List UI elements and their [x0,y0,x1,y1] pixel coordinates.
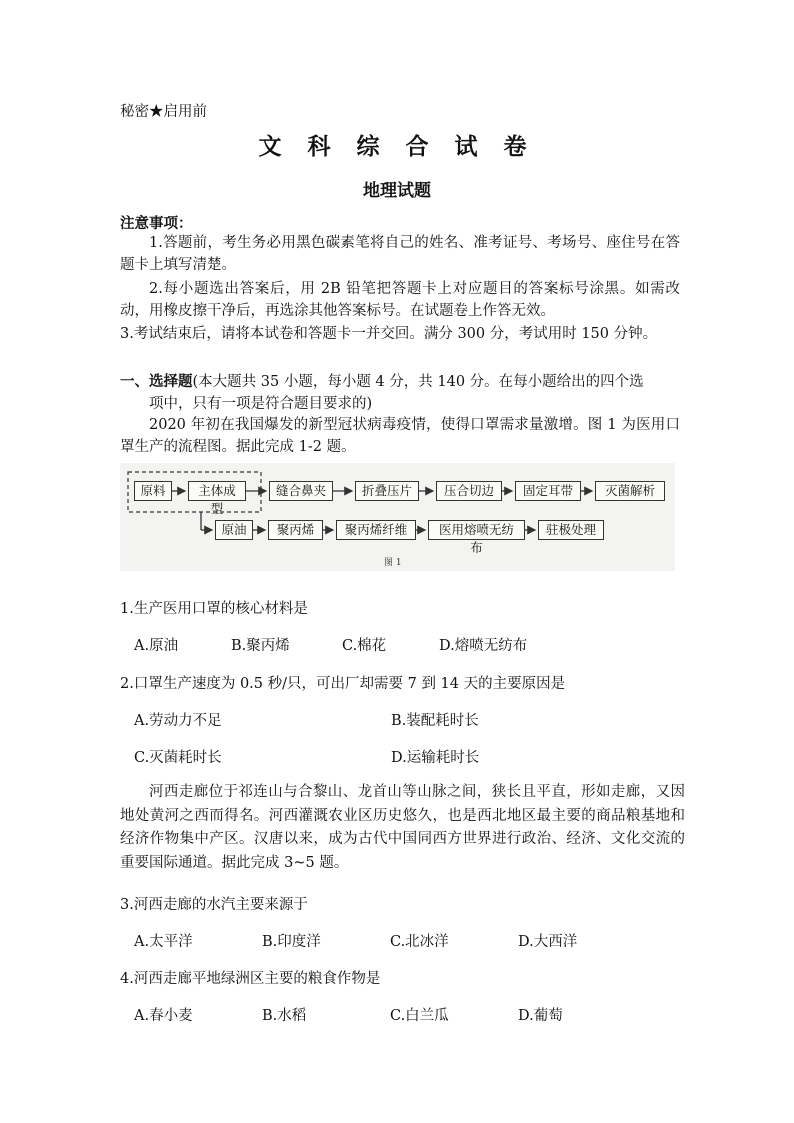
flow-box-polypropylene: 聚丙烯 [268,520,323,540]
flow-box-raw-material: 原料 [134,481,172,501]
flowchart-figure [120,463,675,571]
q3-option-b: B.印度洋 [262,934,321,950]
flow-box-sterilize: 灭菌解析 [595,481,665,501]
q4-option-b: B.水稻 [262,1008,307,1024]
flow-box-meltblown: 医用熔喷无纺布 [428,520,525,540]
notice-item-2: 2.每小题选出答案后，用 2B 铅笔把答题卡上对应题目的答案标号涂黑。如需改动，用橡皮擦干净后，再选涂其他答案标号。在试题卷上作答无效。 [120,281,680,319]
notice-heading: 注意事项： [120,215,193,232]
question-4-stem: 4.河西走廊平地绿洲区主要的粮食作物是 [120,971,381,987]
section-label: 一、选择题 [120,373,193,390]
notice-item-3: 3.考试结束后，请将本试卷和答题卡一并交回。满分 300 分，考试用时 150 分钟。 [120,326,658,342]
q1-option-a: A.原油 [134,638,179,654]
flow-box-pp-fiber: 聚丙烯纤维 [336,520,416,540]
q2-option-a: A.劳动力不足 [134,713,222,729]
page-title: 文 科 综 合 试 卷 [258,133,536,160]
q1-option-d: D.熔喷无纺布 [439,638,528,654]
flow-box-ear-loop: 固定耳带 [515,481,581,501]
confidential-label: 秘密★启用前 [120,104,207,120]
figure-caption: 图 1 [384,558,402,568]
notice-item-1: 1.答题前，考生务必用黑色碳素笔将自己的姓名、准考证号、考场号、座住号在答题卡上填写清楚。 [120,235,680,273]
flow-box-body-forming: 主体成型 [188,481,246,501]
flow-box-electret: 驻极处理 [538,520,604,540]
q2-option-b: B.装配耗时长 [391,713,479,729]
flow-box-nose-clip: 缝合鼻夹 [269,481,333,501]
q4-option-a: A.春小麦 [134,1008,193,1024]
q4-option-d: D.葡萄 [518,1008,563,1024]
flow-box-press-cut: 压合切边 [436,481,502,501]
q4-option-c: C.白兰瓜 [390,1008,449,1024]
section-desc-line2: 项中，只有一项是符合题目要求的) [149,396,373,412]
passage-2: 河西走廊位于祁连山与合黎山、龙首山等山脉之间，狭长且平直，形如走廊，又因地处黄河之西而得名。河西灌溉农业区历史悠久，也是西北地区最主要的商品粮基地和经济作物集中产区。汉唐以来，成为古代中国同西方世界进行政治、经济、文化交流的重要国际通道。据此完成 3~5 题。 [120,784,685,871]
section-desc-line1: (本大题共 35 小题，每小题 4 分，共 140 分。在每小题给出的四个选 [192,374,644,390]
page-subtitle: 地理试题 [363,181,431,201]
passage-1: 2020 年初在我国爆发的新型冠状病毒疫情，使得口罩需求量激增。图 1 为医用口罩生产的流程图。据此完成 1-2 题。 [120,417,680,455]
question-1-stem: 1.生产医用口罩的核心材料是 [120,601,308,617]
q2-option-c: C.灭菌耗时长 [134,750,222,766]
q3-option-c: C.北冰洋 [390,934,449,950]
q2-option-d: D.运输耗时长 [391,750,480,766]
q3-option-a: A.太平洋 [134,934,193,950]
section-heading [120,370,644,391]
question-3-stem: 3.河西走廊的水汽主要来源于 [120,897,308,913]
flow-box-fold-press: 折叠压片 [355,481,419,501]
q1-option-b: B.聚丙烯 [231,638,290,654]
q1-option-c: C.棉花 [342,638,387,654]
question-2-stem: 2.口罩生产速度为 0.5 秒/只，可出厂却需要 7 到 14 天的主要原因是 [120,676,566,692]
flow-box-crude-oil: 原油 [215,520,253,540]
q3-option-d: D.大西洋 [518,934,578,950]
